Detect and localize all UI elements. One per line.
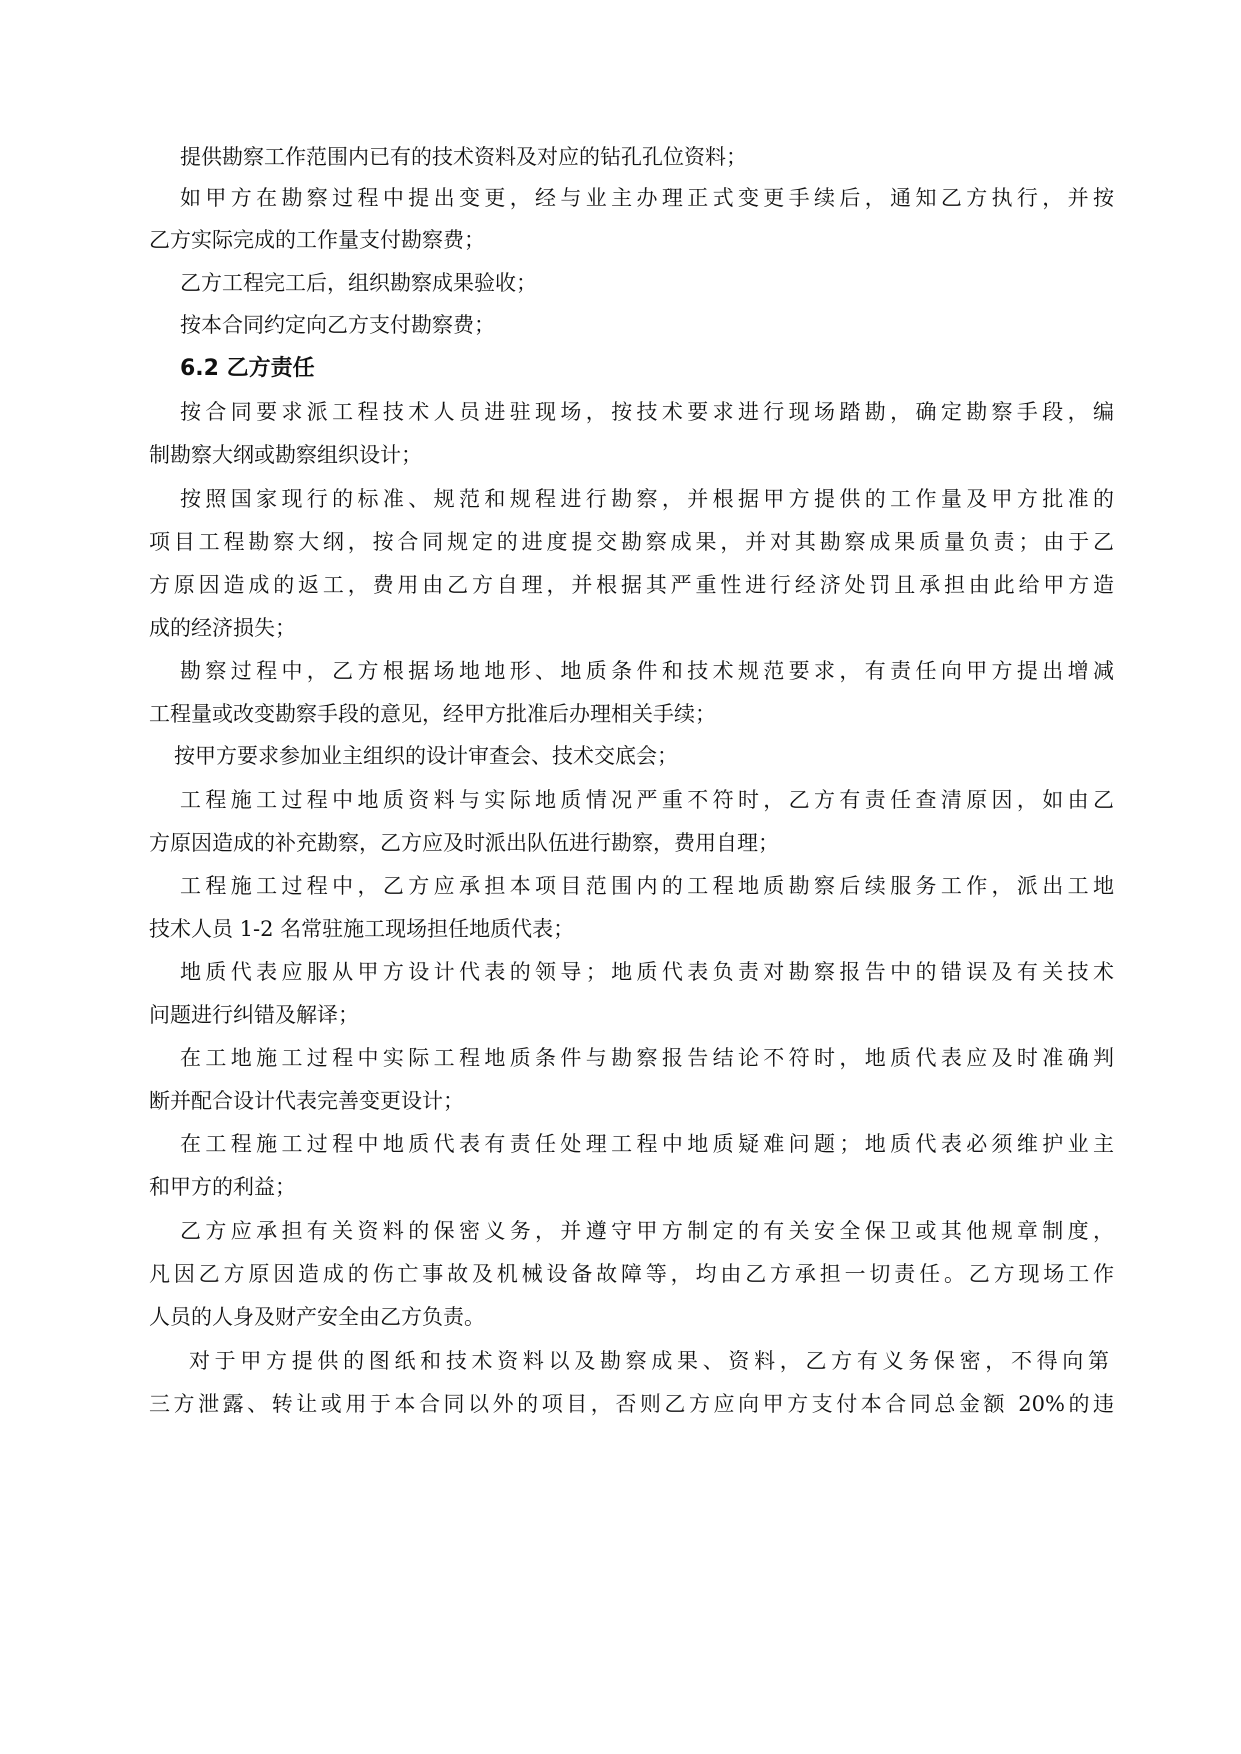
paragraph-line: 方原因造成的返工，费用由乙方自理，并根据其严重性进行经济处罚且承担由此给甲方造 bbox=[149, 573, 1114, 597]
paragraph-line: 凡因乙方原因造成的伤亡事故及机械设备故障等，均由乙方承担一切责任。乙方现场工作 bbox=[149, 1262, 1114, 1286]
paragraph-line: 如甲方在勘察过程中提出变更，经与业主办理正式变更手续后，通知乙方执行，并按 bbox=[180, 186, 1114, 210]
paragraph-line: 工程量或改变勘察手段的意见，经甲方批准后办理相关手续； bbox=[149, 702, 716, 726]
paragraph-line: 按本合同约定向乙方支付勘察费； bbox=[180, 313, 495, 337]
paragraph-line: 问题进行纠错及解译； bbox=[149, 1003, 359, 1027]
paragraph-line: 技术人员 1-2 名常驻施工现场担任地质代表； bbox=[149, 917, 575, 941]
paragraph-line: 乙方实际完成的工作量支付勘察费； bbox=[149, 228, 485, 252]
paragraph-line: 按合同要求派工程技术人员进驻现场，按技术要求进行现场踏勘，确定勘察手段，编 bbox=[180, 400, 1114, 424]
paragraph-line: 乙方工程完工后，组织勘察成果验收； bbox=[180, 271, 537, 295]
paragraph-line: 断并配合设计代表完善变更设计； bbox=[149, 1089, 464, 1113]
paragraph-line: 在工地施工过程中实际工程地质条件与勘察报告结论不符时，地质代表应及时准确判 bbox=[180, 1046, 1114, 1070]
paragraph-line: 项目工程勘察大纲，按合同规定的进度提交勘察成果，并对其勘察成果质量负责；由于乙 bbox=[149, 530, 1114, 554]
paragraph-line: 人员的人身及财产安全由乙方负责。 bbox=[149, 1305, 485, 1329]
paragraph-line: 按甲方要求参加业主组织的设计审查会、技术交底会； bbox=[174, 744, 678, 768]
paragraph-line: 工程施工过程中地质资料与实际地质情况严重不符时，乙方有责任查清原因，如由乙 bbox=[180, 788, 1114, 812]
paragraph-line: 和甲方的利益； bbox=[149, 1175, 296, 1199]
paragraph-line: 地质代表应服从甲方设计代表的领导；地质代表负责对勘察报告中的错误及有关技术 bbox=[180, 960, 1114, 984]
paragraph-line: 按照国家现行的标准、规范和规程进行勘察，并根据甲方提供的工作量及甲方批准的 bbox=[180, 487, 1114, 511]
paragraph-line: 对于甲方提供的图纸和技术资料以及勘察成果、资料，乙方有义务保密，不得向第 bbox=[189, 1349, 1109, 1373]
paragraph-line: 乙方应承担有关资料的保密义务，并遵守甲方制定的有关安全保卫或其他规章制度， bbox=[180, 1219, 1114, 1243]
paragraph-line: 勘察过程中，乙方根据场地地形、地质条件和技术规范要求，有责任向甲方提出增减 bbox=[180, 659, 1114, 683]
section-heading: 6.2 乙方责任 bbox=[180, 356, 315, 381]
paragraph-line: 工程施工过程中，乙方应承担本项目范围内的工程地质勘察后续服务工作，派出工地 bbox=[180, 874, 1114, 898]
paragraph-line: 制勘察大纲或勘察组织设计； bbox=[149, 443, 422, 467]
paragraph-line: 方原因造成的补充勘察，乙方应及时派出队伍进行勘察，费用自理； bbox=[149, 831, 779, 855]
paragraph-line: 提供勘察工作范围内已有的技术资料及对应的钻孔孔位资料； bbox=[180, 145, 747, 169]
paragraph-line: 三方泄露、转让或用于本合同以外的项目，否则乙方应向甲方支付本合同总金额 20%的违 bbox=[149, 1392, 1114, 1416]
paragraph-line: 在工程施工过程中地质代表有责任处理工程中地质疑难问题；地质代表必须维护业主 bbox=[180, 1132, 1114, 1156]
paragraph-line: 成的经济损失； bbox=[149, 616, 296, 640]
